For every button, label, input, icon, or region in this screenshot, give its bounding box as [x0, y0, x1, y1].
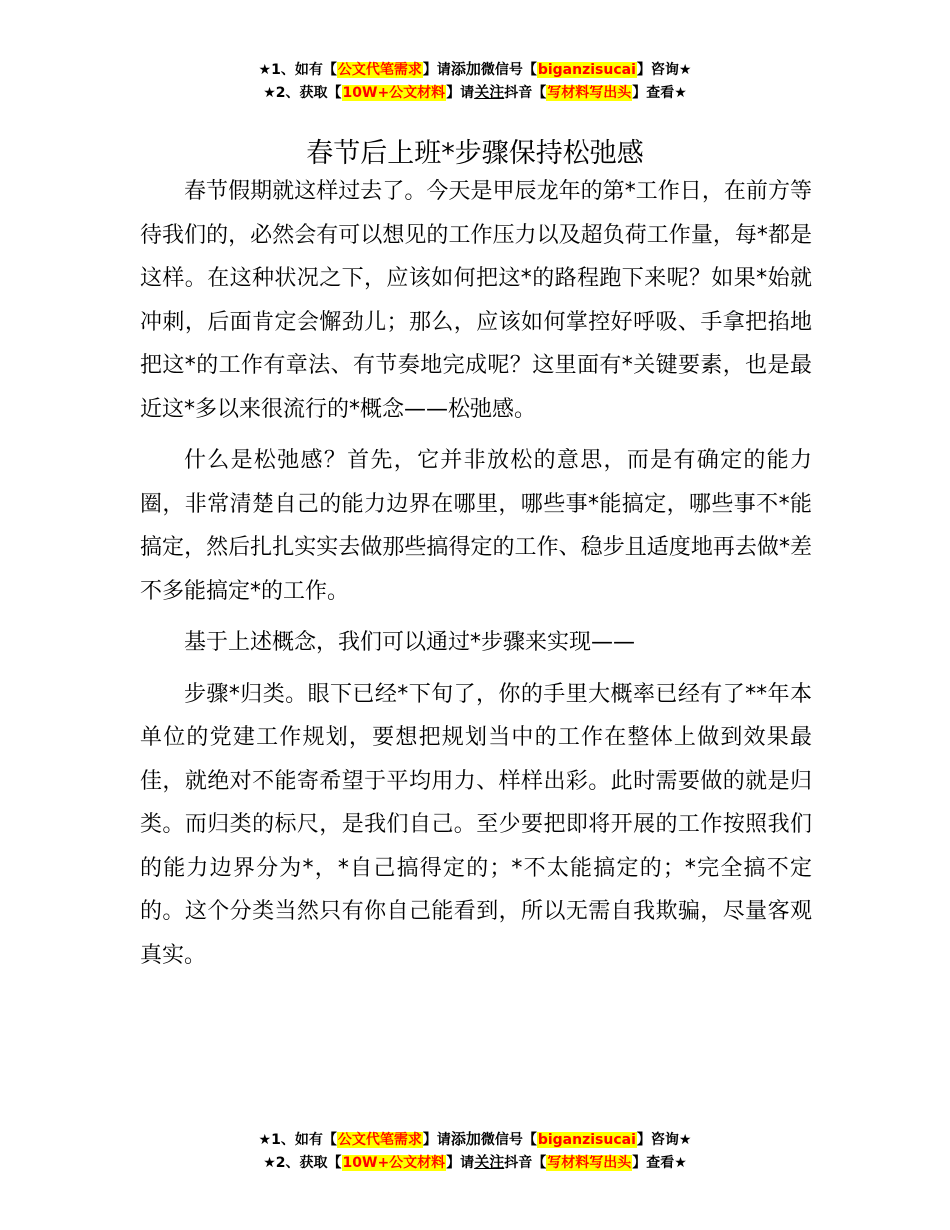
promo-text: ★2、获取【	[263, 85, 342, 101]
promo-text: 】请	[422, 62, 451, 78]
promo-line-2	[0, 81, 950, 104]
promo-text: 】查看★	[632, 85, 687, 101]
promo-line-1	[0, 58, 950, 81]
promo-header	[0, 58, 950, 104]
promo-highlight-douyin-id: 写材料写出头	[547, 85, 632, 101]
promo-text: ★1、如有【	[258, 62, 337, 78]
promo-highlight-materials: 10W+公文材料	[342, 85, 446, 101]
paragraph: 什么是松弛感？首先，它并非放松的意思，而是有确定的能力圈，非常清楚自己的能力边界在哪里，哪些事*能搞定，哪些事不*能搞定，然后扎扎实实去做那些搞得定的工作、稳步且适度地再去做*差不多能搞定*的工作。	[140, 448, 812, 604]
promo-text: 】请	[446, 85, 475, 101]
document-body	[140, 170, 812, 985]
promo-highlight-wechat-id: biganzisucai	[537, 1132, 636, 1148]
promo-emphasis: 添加	[450, 1130, 481, 1148]
paragraph: 基于上述概念，我们可以通过*步骤来实现——	[184, 630, 636, 655]
promo-emphasis: 关注	[474, 1153, 505, 1171]
paragraph: 步骤*归类。眼下已经*下旬了，你的手里大概率已经有了**年本单位的党建工作规划，要想把规划当中的工作在整体上做到效果最佳，就绝对不能寄希望于平均用力、样样出彩。此时需要做的就是归类。而归类的标尺，是我们自己。至少要把即将开展的工作按照我们的能力边界分为*，*自己搞得定的；*不太能搞定的；*完全搞不定的。这个分类当然只有你自己能看到，所以无需自我欺骗，尽量客观真实。	[140, 681, 812, 968]
promo-line-2	[0, 1151, 950, 1174]
promo-text: ★2、获取【	[263, 1155, 342, 1171]
promo-text: 】请	[446, 1155, 475, 1171]
promo-highlight-service: 公文代笔需求	[337, 62, 422, 78]
promo-text: 微信号【	[480, 1132, 537, 1148]
document-title: 春节后上班*步骤保持松弛感	[306, 138, 644, 170]
promo-text: 微信号【	[480, 62, 537, 78]
promo-highlight-service: 公文代笔需求	[337, 1132, 422, 1148]
promo-text: 】请	[422, 1132, 451, 1148]
promo-emphasis: 关注	[474, 83, 505, 101]
paragraph: 春节假期就这样过去了。今天是甲辰龙年的第*工作日，在前方等待我们的，必然会有可以想见的工作压力以及超负荷工作量，每*都是这样。在这种状况之下，应该如何把这*的路程跑下来呢？如果*始就冲刺，后面肯定会懈劲儿；那么，应该如何掌控好呼吸、手拿把掐地把这*的工作有章法、有节奏地完成呢？这里面有*关键要素，也是最近这*多以来很流行的*概念——松弛感。	[140, 179, 812, 422]
promo-text: 抖音【	[504, 1155, 547, 1171]
promo-highlight-douyin-id: 写材料写出头	[547, 1155, 632, 1171]
promo-line-1	[0, 1128, 950, 1151]
promo-text: 】咨询★	[636, 62, 692, 78]
promo-highlight-wechat-id: biganzisucai	[537, 62, 636, 78]
promo-text: 】咨询★	[636, 1132, 692, 1148]
promo-text: 】查看★	[632, 1155, 687, 1171]
promo-text: ★1、如有【	[258, 1132, 337, 1148]
promo-highlight-materials: 10W+公文材料	[342, 1155, 446, 1171]
promo-emphasis: 添加	[450, 60, 481, 78]
promo-footer	[0, 1128, 950, 1174]
promo-text: 抖音【	[504, 85, 547, 101]
